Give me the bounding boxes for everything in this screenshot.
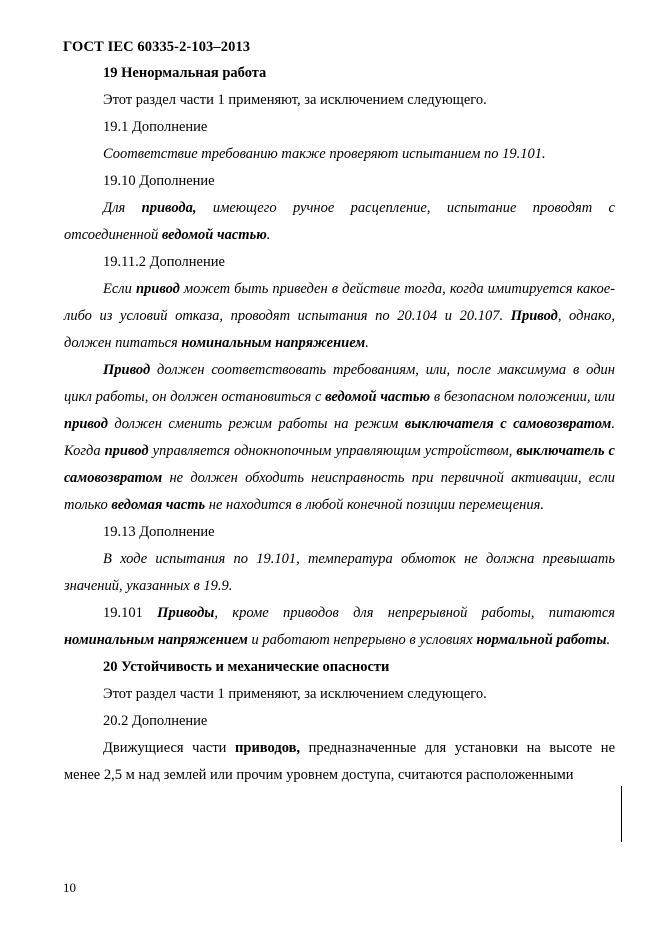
- term-bold: ведомой частью: [325, 389, 431, 405]
- paragraph: [64, 87, 615, 114]
- text-run: должен сменить режим работы на режим: [107, 416, 405, 432]
- paragraph: [64, 276, 615, 357]
- text-run: Если: [103, 281, 136, 297]
- text-run: Соответствие требованию также проверяют испытанием по 19.101.: [103, 146, 546, 162]
- text-run: должен соответствовать требованиям, или, после максимума в один цикл работы, он должен остановиться с: [64, 362, 615, 405]
- term-bold: Приводы: [157, 605, 215, 621]
- paragraph: [64, 114, 615, 141]
- text-run: 19.10 Дополнение: [103, 173, 215, 189]
- term-bold: привод: [64, 416, 108, 432]
- text-run: .: [266, 227, 271, 243]
- text-run: .: [606, 632, 611, 648]
- term-bold: ведомая часть: [111, 497, 206, 513]
- term-bold: выключателя с самовозвратом: [404, 416, 612, 432]
- text-run: и работают непрерывно в условиях: [247, 632, 477, 648]
- paragraph: [64, 168, 615, 195]
- text-run: 19.101: [103, 605, 158, 621]
- text-run: 19.11.2 Дополнение: [103, 254, 225, 270]
- paragraph: [64, 357, 615, 519]
- text-run: Этот раздел части 1 применяют, за исключением следующего.: [103, 686, 487, 702]
- change-bar: [621, 786, 622, 842]
- text-run: 20 Устойчивость и механические опасности: [103, 659, 390, 675]
- paragraph: [64, 600, 615, 654]
- text-run: 19.1 Дополнение: [103, 119, 208, 135]
- term-bold: приводов,: [235, 740, 301, 756]
- document-body: [64, 60, 615, 789]
- text-run: . Когда: [64, 416, 615, 459]
- text-run: имеющего ручное расцепление, испытание проводят с отсоединенной: [64, 200, 615, 243]
- section-heading: [64, 60, 615, 87]
- paragraph: [64, 519, 615, 546]
- term-bold: Привод: [103, 362, 151, 378]
- text-run: , кроме приводов для непрерывной работы, питаются: [214, 605, 615, 621]
- paragraph: [64, 546, 615, 600]
- text-run: в безопасном положении, или: [430, 389, 615, 405]
- text-run: может быть приведен в действие тогда, когда имитируется какое-либо из условий отказа, проводят испытания по 20.104 и 20.107.: [64, 281, 615, 324]
- text-run: Для: [103, 200, 142, 216]
- paragraph: [64, 249, 615, 276]
- text-run: В ходе испытания по 19.101, температура обмоток не должна превышать значений, указанных в 19.9.: [64, 551, 615, 594]
- term-bold: Привод: [510, 308, 558, 324]
- paragraph: [64, 141, 615, 168]
- text-run: 20.2 Дополнение: [103, 713, 208, 729]
- text-run: предназначенные для установки на высоте не менее 2,5 м над землей или прочим уровнем доступа, считаются расположенными: [64, 740, 615, 783]
- paragraph: [64, 195, 615, 249]
- term-bold: выключатель с самовозвратом: [64, 443, 615, 486]
- term-bold: номинальным напряжением: [64, 632, 248, 648]
- text-run: Движущиеся части: [103, 740, 236, 756]
- paragraph: [64, 735, 615, 789]
- paragraph: [64, 708, 615, 735]
- text-run: не находится в любой конечной позиции перемещения.: [205, 497, 544, 513]
- term-bold: ведомой частью: [161, 227, 267, 243]
- text-run: 19.13 Дополнение: [103, 524, 215, 540]
- text-run: 19 Ненормальная работа: [103, 65, 267, 81]
- text-run: , однако, должен питаться: [64, 308, 616, 351]
- term-bold: привод: [104, 443, 149, 459]
- text-run: .: [365, 335, 369, 351]
- term-bold: привод: [135, 281, 180, 297]
- section-heading: [64, 654, 615, 681]
- text-run: не должен обходить неисправность при первичной активации, если только: [64, 470, 615, 513]
- page-number: 10: [63, 880, 76, 895]
- document-header: ГОСТ IEC 60335-2-103–2013: [63, 39, 251, 55]
- paragraph: [64, 681, 615, 708]
- term-bold: номинальным напряжением: [181, 335, 366, 351]
- text-run: управляется однокнопочным управляющим устройством,: [148, 443, 517, 459]
- term-bold: нормальной работы: [476, 632, 607, 648]
- term-bold: привода,: [141, 200, 197, 216]
- text-run: Этот раздел части 1 применяют, за исключением следующего.: [103, 92, 487, 108]
